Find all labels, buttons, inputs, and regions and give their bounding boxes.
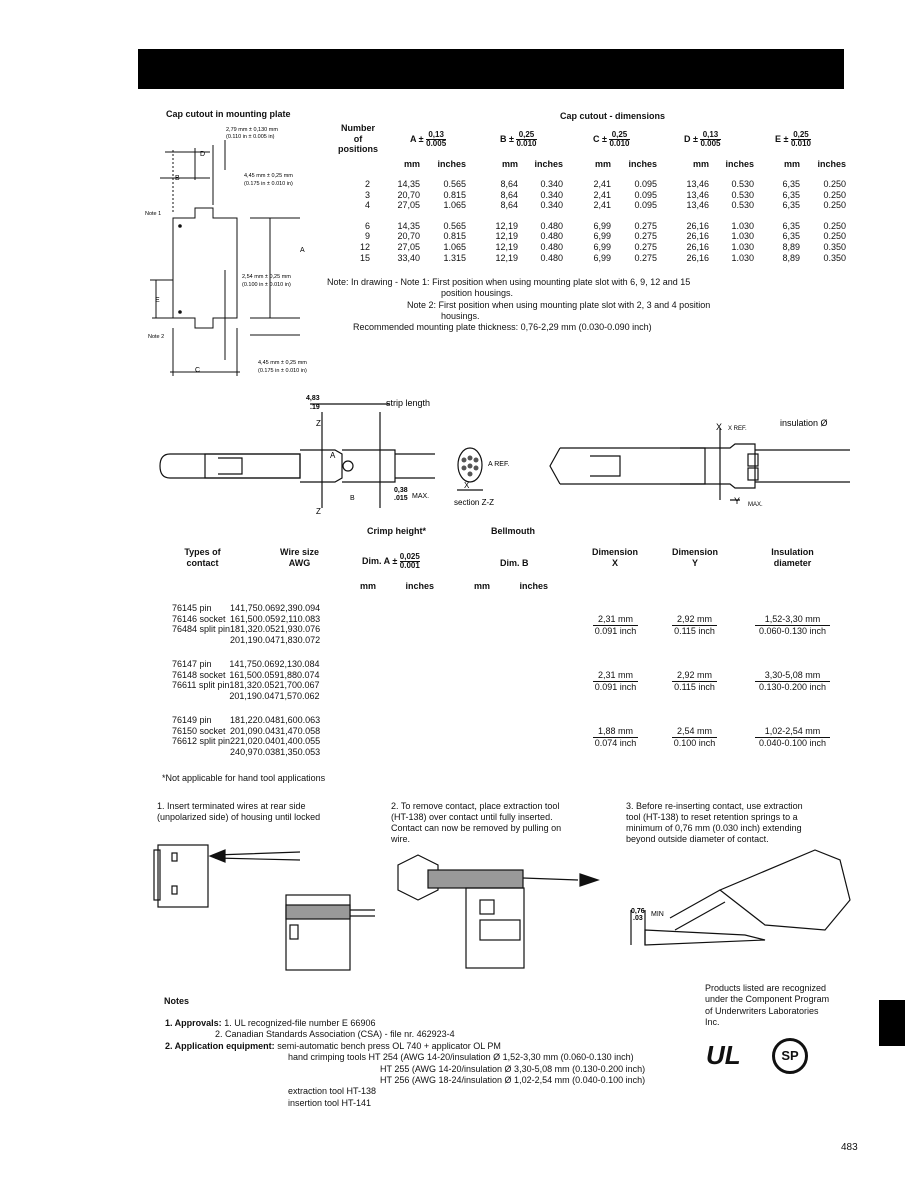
dim-cell: 12,19 xyxy=(495,231,518,242)
crimp-cell: 0,97 xyxy=(240,746,258,757)
dim-cell: 26,16 xyxy=(686,252,709,263)
crimp-x-value: 1,88 mm 0.074 inch xyxy=(594,726,637,748)
svg-text:X REF.: X REF. xyxy=(728,426,747,432)
crimp-cell: 0.059 xyxy=(257,613,281,624)
dima-header: Dim. A ± $\frac{0,025}{0.001}$ xyxy=(362,552,420,570)
crimp-row xyxy=(172,635,320,646)
crimp-cell: 1,32 xyxy=(240,624,258,635)
crimp-cell: 1,09 xyxy=(240,725,258,736)
dim-cell: 0.350 xyxy=(823,241,846,252)
crimp-row xyxy=(172,603,320,614)
svg-text:Z: Z xyxy=(316,507,321,516)
crimp-cell: 0.059 xyxy=(256,669,280,680)
dim-cell: 6,35 xyxy=(782,220,800,231)
dim-cell: 4 xyxy=(364,200,370,211)
svg-text:A REF.: A REF. xyxy=(488,461,510,468)
dim-cell: 0.340 xyxy=(540,189,563,200)
crimp-cell: 16 xyxy=(229,669,240,680)
crimp-cell: 1,50 xyxy=(239,669,257,680)
dim-cell: 6 xyxy=(364,220,370,231)
crimp-row xyxy=(172,715,320,726)
crimp-cell: 16 xyxy=(230,613,241,624)
svg-text:4,83: 4,83 xyxy=(306,395,320,402)
svg-text:Note 1: Note 1 xyxy=(145,211,162,217)
dim-cell: 1.065 xyxy=(443,200,466,211)
dim-cell: 3 xyxy=(364,189,370,200)
dim-cell: 0.250 xyxy=(823,179,846,189)
crimp-cell: 1,22 xyxy=(240,715,258,725)
crimp-cell: 76484 split pin xyxy=(172,624,231,635)
svg-text:section Z-Z: section Z-Z xyxy=(454,498,495,507)
dim-cell: 0.815 xyxy=(443,189,466,200)
crimp-cell: 0.074 xyxy=(296,669,320,680)
dim-cell: 1.030 xyxy=(731,220,754,231)
crimp-cell: 0.067 xyxy=(296,680,320,691)
dim-cell: 2,41 xyxy=(593,179,611,189)
svg-text:Y: Y xyxy=(734,496,741,506)
crimp-cell: 1,75 xyxy=(240,603,258,613)
crimp-cell: 14 xyxy=(229,659,240,669)
dim-cell: 0.530 xyxy=(731,189,754,200)
crimp-cell: 1,75 xyxy=(239,659,257,669)
crimp-units-row: mm inches mm inches xyxy=(359,581,548,591)
dim-cell: 6,35 xyxy=(782,200,800,211)
dim-cell: 26,16 xyxy=(686,241,709,252)
crimp-cell: 0.069 xyxy=(256,659,280,669)
dim-cell: 20,70 xyxy=(397,189,420,200)
crimp-cell: 0.083 xyxy=(297,613,321,624)
drawing-notes: Note: In drawing - Note 1: First position when using mounting plate slot with 6, 9, 12 and 15 position housings. Note 2: First position when using mounting plate slot with 2, 3 and 4 position housings. Recommended mounting plate thickness: 0,76-2,29 mm (0.030-0.090 inch) xyxy=(327,277,711,333)
dim-cell: 14,35 xyxy=(397,220,420,231)
svg-text:.015: .015 xyxy=(394,495,408,502)
svg-text:MAX.: MAX. xyxy=(748,502,763,508)
svg-text:A: A xyxy=(300,247,305,254)
crimp-cell: 14 xyxy=(230,603,241,613)
dim-cell: 0.480 xyxy=(540,252,563,263)
crimp-row xyxy=(172,680,320,691)
dim-cell: 27,05 xyxy=(397,241,420,252)
step-1-text: 1. Insert terminated wires at rear side (unpolarized side) of housing until locked xyxy=(157,801,321,822)
dim-cell: 1.315 xyxy=(443,252,466,263)
crimp-cell: 18 xyxy=(230,715,241,725)
dim-cell: 8,89 xyxy=(782,252,800,263)
crimp-cell: 0.072 xyxy=(297,634,321,645)
svg-text:C: C xyxy=(195,367,201,374)
svg-text:(0.100 in ± 0.010 in): (0.100 in ± 0.010 in) xyxy=(242,282,291,288)
dim-cell: 13,46 xyxy=(686,200,709,211)
svg-text:(0.110 in ± 0.005 in): (0.110 in ± 0.005 in) xyxy=(226,134,275,140)
dim-cell: 0.340 xyxy=(540,200,563,211)
crimp-cell: 1,19 xyxy=(239,690,257,701)
dim-cell: 12 xyxy=(359,241,370,252)
svg-text:insulation Ø: insulation Ø xyxy=(780,418,828,428)
crimp-cell: 0.094 xyxy=(297,603,321,613)
crimp-cell: 2,39 xyxy=(280,603,298,613)
crimp-cell: 18 xyxy=(229,680,240,691)
csa-logo: SP xyxy=(772,1038,808,1074)
dim-units-row: mm inches mm inches mm inches mm inches mm inches xyxy=(403,159,846,169)
notes-body: 1. Approvals: 1. UL recognized-file number E 66906 2. Canadian Standards Association (CSA) - file nr. 462923-4 2. Application equipment: semi-automatic bench press OL 740 + applicator OL PM hand crimping tools HT 254 (AWG 14-20/insulation Ø 1,52-3,30 mm (0.060-0.130 inch) HT 255 (AWG 14-20/insulation Ø 3,30-5,08 mm (0.130-0.200 inch) HT 256 (AWG 18-24/insulation Ø 1,02-2,54 mm (0.040-0.100 inch) extraction tool HT-138 insertion tool HT-141 xyxy=(165,1018,646,1108)
types-header: Types of contact xyxy=(184,547,221,568)
crimp-row xyxy=(172,726,320,737)
dimx-header: Dimension X xyxy=(591,547,638,568)
crimp-cell: 0.048 xyxy=(257,715,281,725)
header-c: C ± $\frac{0,25}{0.010}$ xyxy=(593,130,630,148)
svg-text:Z: Z xyxy=(316,419,321,428)
step-3-text: 3. Before re-inserting contact, use extraction tool (HT-138) to reset retention springs to a minimum of 0,76 mm (0.030 inch) extending beyond outside diameter of contact. xyxy=(626,801,803,844)
step-1-illustration xyxy=(150,840,380,975)
dim-cell: 20,70 xyxy=(397,231,420,242)
crimp-cell: 0.043 xyxy=(257,725,281,736)
dim-cell: 0.565 xyxy=(443,220,466,231)
dim-cell: 1.065 xyxy=(443,241,466,252)
crimp-cell: 2,13 xyxy=(279,659,297,669)
dimb-header: Dim. B xyxy=(500,558,529,568)
dim-cell: 8,64 xyxy=(500,200,518,211)
dim-cell: 0.250 xyxy=(823,200,846,211)
crimp-cell: 22 xyxy=(230,736,241,747)
crimp-footnote: *Not applicable for hand tool applications xyxy=(162,773,326,783)
step-3-illustration xyxy=(615,840,855,950)
dim-cell: 6,35 xyxy=(782,189,800,200)
dim-cell: 8,64 xyxy=(500,179,518,189)
notes-title: Notes xyxy=(164,996,190,1006)
svg-text:E: E xyxy=(155,297,160,304)
svg-text:(0.175 in ± 0.010 in): (0.175 in ± 0.010 in) xyxy=(244,181,293,187)
crimp-cell: 1,19 xyxy=(240,634,258,645)
crimp-ins-value: 3,30-5,08 mm 0.130-0.200 inch xyxy=(755,670,830,692)
dim-row xyxy=(333,190,846,201)
crimp-height-label: Crimp height* xyxy=(367,526,427,536)
dim-cell: 0.530 xyxy=(731,200,754,211)
dim-cell: 0.250 xyxy=(823,220,846,231)
dim-cell: 1.030 xyxy=(731,241,754,252)
svg-text:strip length: strip length xyxy=(386,398,431,408)
ul-text: Products listed are recognized under the Component Program of Underwriters Laboratories Inc. xyxy=(705,983,830,1027)
dim-cell: 0.565 xyxy=(443,179,466,189)
crimp-cell: 1,32 xyxy=(239,680,257,691)
crimp-ins-value: 1,02-2,54 mm 0.040-0.100 inch xyxy=(755,726,830,748)
crimp-cell: 0.052 xyxy=(257,624,281,635)
svg-text:2,79 mm ± 0,130 mm: 2,79 mm ± 0,130 mm xyxy=(226,127,278,133)
dim-row xyxy=(333,231,846,242)
dim-cell: 0.095 xyxy=(634,179,657,189)
crimp-row xyxy=(172,736,320,747)
crimp-cell: 76146 socket xyxy=(172,613,226,624)
crimp-cell: 76149 pin xyxy=(172,715,212,725)
crimp-cell: 76150 socket xyxy=(172,725,226,736)
crimp-cell: 1,02 xyxy=(240,736,258,747)
crimp-cell: 0.076 xyxy=(297,624,321,635)
crimp-row xyxy=(172,614,320,625)
dim-cell: 0.095 xyxy=(634,189,657,200)
dim-cell: 26,16 xyxy=(686,220,709,231)
dim-cell: 6,35 xyxy=(782,231,800,242)
dim-cell: 1.030 xyxy=(731,252,754,263)
dim-cell: 0.480 xyxy=(540,220,563,231)
crimp-cell: 1,83 xyxy=(280,634,298,645)
dim-cell: 15 xyxy=(359,252,370,263)
dim-row xyxy=(333,253,846,264)
dim-cell: 6,99 xyxy=(593,252,611,263)
crimp-row xyxy=(172,624,320,635)
dim-cell: 0.275 xyxy=(634,252,657,263)
cutout-drawing xyxy=(140,120,325,382)
crimp-row xyxy=(172,691,320,702)
crimp-group xyxy=(172,659,320,701)
svg-text:4,45 mm ± 0,25 mm: 4,45 mm ± 0,25 mm xyxy=(258,360,307,366)
crimp-cell: 0.040 xyxy=(257,736,281,747)
crimp-group xyxy=(172,603,320,645)
wire-header: Wire size AWG xyxy=(280,547,319,568)
crimp-cell xyxy=(172,747,230,758)
crimp-cell: 1,60 xyxy=(280,715,298,725)
crimp-cell: 0.084 xyxy=(296,659,320,669)
dim-cell: 9 xyxy=(364,231,370,242)
crimp-cell: 20 xyxy=(230,634,241,645)
dim-cell: 6,99 xyxy=(593,241,611,252)
svg-text:2,54 mm ± 0,25 mm: 2,54 mm ± 0,25 mm xyxy=(242,274,291,280)
step-2-illustration xyxy=(388,840,618,975)
dim-cell: 6,99 xyxy=(593,231,611,242)
dim-row xyxy=(333,221,846,232)
crimp-cell: 0.053 xyxy=(297,746,321,757)
crimp-cell: 2,11 xyxy=(280,613,298,624)
crimp-cell: 1,40 xyxy=(280,736,298,747)
crimp-cell: 1,70 xyxy=(279,680,297,691)
dim-cell: 33,40 xyxy=(397,252,420,263)
crimp-cell: 20 xyxy=(229,690,240,701)
crimp-cell: 0.055 xyxy=(297,736,321,747)
dim-cell: 0.275 xyxy=(634,220,657,231)
positions-header: Number of positions xyxy=(338,123,378,154)
svg-text:4,45 mm ± 0,25 mm: 4,45 mm ± 0,25 mm xyxy=(244,173,293,179)
header-d: D ± $\frac{0,13}{0.005}$ xyxy=(684,130,721,148)
step-2-text: 2. To remove contact, place extraction tool (HT-138) over contact until fully inserted. Contact can now be removed by pulling on wire. xyxy=(391,801,562,844)
crimp-cell: 0.058 xyxy=(297,725,321,736)
crimp-y-value: 2,92 mm 0.115 inch xyxy=(672,614,717,636)
dimy-header: Dimension Y xyxy=(671,547,718,568)
crimp-cell: 24 xyxy=(230,746,241,757)
bellmouth-label: Bellmouth xyxy=(491,526,535,536)
header-bar xyxy=(138,49,844,89)
dim-cell: 0.095 xyxy=(634,200,657,211)
dim-cell: 26,16 xyxy=(686,231,709,242)
svg-text:D: D xyxy=(200,151,206,158)
crimp-cell: 76148 socket xyxy=(172,669,226,680)
dim-cell: 0.480 xyxy=(540,231,563,242)
dim-cell: 0.250 xyxy=(823,189,846,200)
crimp-group xyxy=(172,715,320,757)
dim-cell: 14,35 xyxy=(397,179,420,189)
header-a: A ± $\frac{0,13}{0.005}$ xyxy=(410,130,447,148)
dim-cell: 13,46 xyxy=(686,189,709,200)
svg-text:X: X xyxy=(716,422,723,432)
crimp-cell: 76145 pin xyxy=(172,603,212,613)
dim-cell: 0.480 xyxy=(540,241,563,252)
dim-cell: 6,35 xyxy=(782,179,800,189)
header-e: E ± $\frac{0,25}{0.010}$ xyxy=(775,130,811,148)
ul-logo: UL xyxy=(706,1040,741,1070)
crimp-y-value: 2,92 mm 0.115 inch xyxy=(672,670,717,692)
dim-cell: 8,89 xyxy=(782,241,800,252)
dim-cell: 2,41 xyxy=(593,200,611,211)
crimp-x-value: 2,31 mm 0.091 inch xyxy=(594,670,637,692)
svg-text:B: B xyxy=(175,175,180,182)
dim-table xyxy=(333,179,846,263)
ins-header: Insulation diameter xyxy=(771,547,814,568)
dim-cell: 0.275 xyxy=(634,231,657,242)
svg-text:B: B xyxy=(350,495,355,502)
dim-cell: 27,05 xyxy=(397,200,420,211)
crimp-row xyxy=(172,747,320,758)
crimp-cell: 0.062 xyxy=(296,690,320,701)
crimp-row xyxy=(172,670,320,681)
crimp-cell: 1,50 xyxy=(240,613,258,624)
crimp-cell: 0.047 xyxy=(256,690,280,701)
crimp-x-value: 2,31 mm 0.091 inch xyxy=(594,614,637,636)
crimp-cell: 20 xyxy=(230,725,241,736)
dim-title: Cap cutout - dimensions xyxy=(560,111,666,121)
crimp-cell: 0.052 xyxy=(256,680,280,691)
dim-cell: 1.030 xyxy=(731,231,754,242)
crimp-cell: 1,57 xyxy=(279,690,297,701)
svg-text:0,38: 0,38 xyxy=(394,487,408,494)
dim-cell: 0.530 xyxy=(731,179,754,189)
dim-cell: 8,64 xyxy=(500,189,518,200)
crimp-cell xyxy=(172,691,229,702)
dim-row xyxy=(333,200,846,211)
crimp-cell: 1,88 xyxy=(279,669,297,680)
dim-cell: 0.340 xyxy=(540,179,563,189)
dim-cell: 13,46 xyxy=(686,179,709,189)
crimp-cell: 1,47 xyxy=(280,725,298,736)
svg-text:0,76: 0,76 xyxy=(631,908,645,915)
dim-cell: 0.250 xyxy=(823,231,846,242)
svg-text:.19: .19 xyxy=(310,404,320,411)
svg-text:.03: .03 xyxy=(633,915,643,922)
dim-cell: 2 xyxy=(364,179,370,189)
svg-text:X: X xyxy=(464,481,470,490)
crimp-cell: 0.063 xyxy=(297,715,321,725)
crimp-cell: 76612 split pin xyxy=(172,736,231,747)
svg-text:Note 2: Note 2 xyxy=(148,334,165,340)
crimp-cell xyxy=(172,635,230,646)
crimp-cell: 76147 pin xyxy=(172,659,212,669)
crimp-cell: 0.047 xyxy=(257,634,281,645)
dim-cell: 6,99 xyxy=(593,220,611,231)
crimp-cell: 18 xyxy=(230,624,241,635)
crimp-cell: 1,93 xyxy=(280,624,298,635)
crimp-y-value: 2,54 mm 0.100 inch xyxy=(673,726,716,748)
svg-text:(0.175 in ± 0.010 in): (0.175 in ± 0.010 in) xyxy=(258,368,307,374)
contact-drawing xyxy=(150,388,850,518)
cutout-title: Cap cutout in mounting plate xyxy=(166,109,291,119)
crimp-cell: 0.069 xyxy=(257,603,281,613)
dim-cell: 12,19 xyxy=(495,220,518,231)
dim-row xyxy=(333,179,846,190)
dim-cell: 0.815 xyxy=(443,231,466,242)
dim-cell: 12,19 xyxy=(495,241,518,252)
page-number: 483 xyxy=(841,1142,858,1153)
crimp-cell: 0.038 xyxy=(257,746,281,757)
dim-cell: 12,19 xyxy=(495,252,518,263)
svg-text:MAX.: MAX. xyxy=(412,493,430,500)
header-b: B ± $\frac{0,25}{0.010}$ xyxy=(500,130,537,148)
dim-cell: 0.275 xyxy=(634,241,657,252)
crimp-cell: 1,35 xyxy=(280,746,298,757)
crimp-cell: 76611 split pin xyxy=(172,680,230,691)
dim-cell: 2,41 xyxy=(593,189,611,200)
dim-row xyxy=(333,242,846,253)
section-tab xyxy=(879,1000,905,1046)
svg-text:A: A xyxy=(330,451,336,460)
crimp-row xyxy=(172,659,320,670)
svg-text:MIN: MIN xyxy=(651,911,664,918)
dim-cell: 0.350 xyxy=(823,252,846,263)
crimp-ins-value: 1,52-3,30 mm 0.060-0.130 inch xyxy=(755,614,830,636)
